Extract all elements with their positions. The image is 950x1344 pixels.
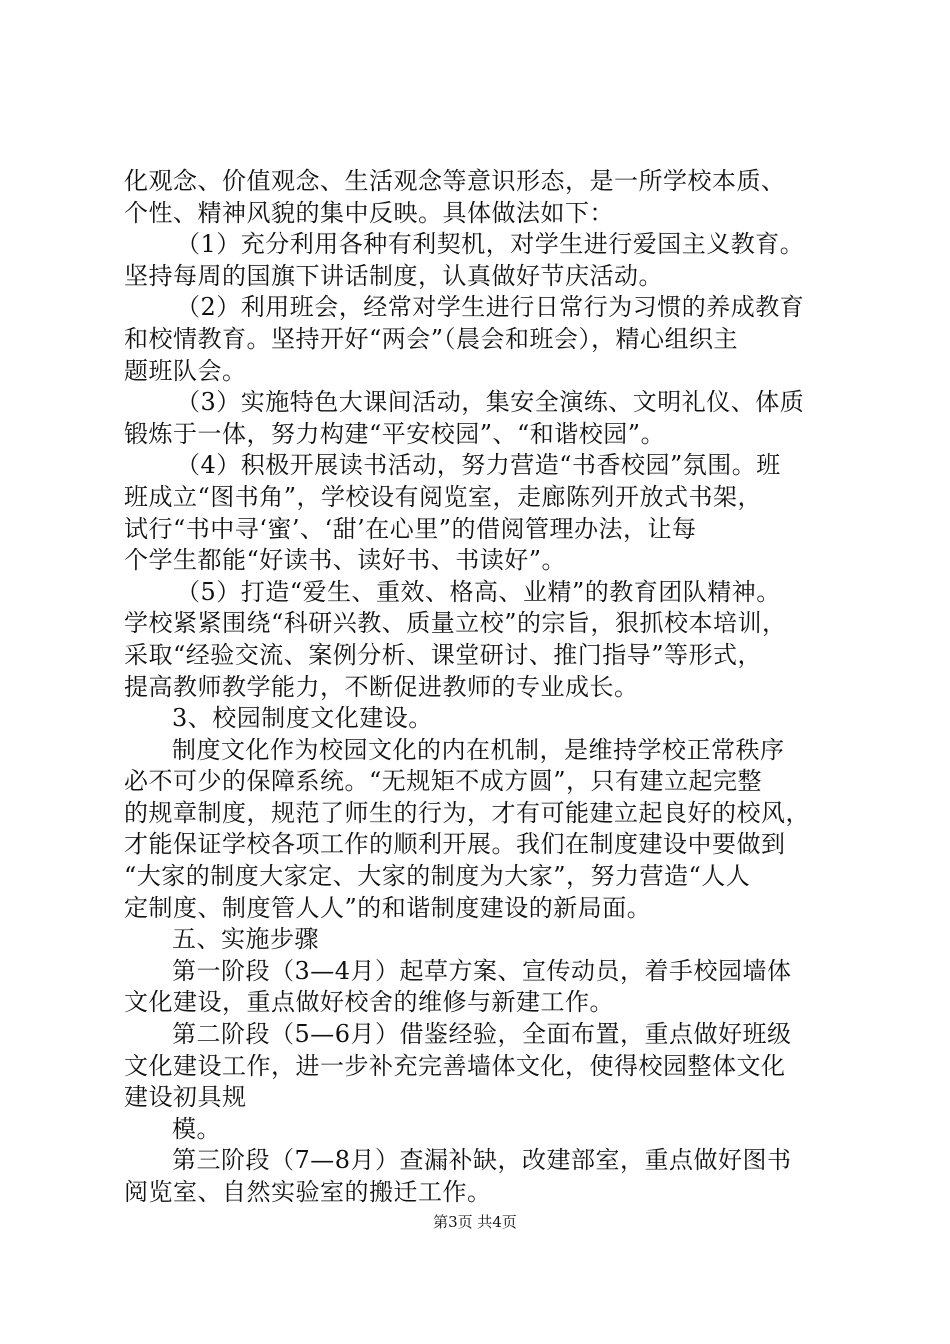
text-line: 学校紧紧围绕“科研兴教、质量立校”的宗旨，狠抓校本培训， bbox=[124, 609, 787, 638]
text-line: 文化建设，重点做好校舍的维修与新建工作。 bbox=[124, 988, 614, 1017]
text-line: （2）利用班会，经常对学生进行日常行为习惯的养成教育 bbox=[176, 293, 805, 322]
text-line: 定制度、制度管人人”的和谐制度建设的新局面。 bbox=[124, 893, 652, 922]
text-line: 模。 bbox=[172, 1114, 221, 1143]
text-line: 锻炼于一体，努力构建“平安校园”、“和谐校园”。 bbox=[124, 419, 666, 448]
section-heading: 五、实施步骤 bbox=[172, 925, 319, 954]
text-line: 第三阶段（7—8月）查漏补缺，改建部室，重点做好图书 bbox=[172, 1146, 792, 1175]
text-line: 第二阶段（5—6月）借鉴经验，全面布置，重点做好班级 bbox=[172, 1020, 792, 1049]
text-line: 建设初具规 bbox=[124, 1083, 247, 1112]
text-line: 坚持每周的国旗下讲话制度，认真做好节庆活动。 bbox=[124, 261, 663, 290]
text-line: 个学生都能“好读书、读好书、书读好”。 bbox=[124, 546, 567, 575]
text-line: 班成立“图书角”，学校设有阅览室，走廊陈列开放式书架， bbox=[124, 482, 763, 511]
text-line: 阅览室、自然实验室的搬迁工作。 bbox=[124, 1178, 492, 1206]
text-line: （4）积极开展读书活动，努力营造“书香校园”氛围。班 bbox=[176, 451, 781, 480]
text-line: 文化建设工作，进一步补充完善墙体文化，使得校园整体文化 bbox=[124, 1051, 786, 1080]
text-line: （3）实施特色大课间活动，集安全演练、文明礼仪、体质 bbox=[176, 388, 805, 417]
text-line: 第一阶段（3—4月）起草方案、宣传动员，着手校园墙体 bbox=[172, 956, 792, 985]
text-line: 才能保证学校各项工作的顺利开展。我们在制度建设中要做到 bbox=[124, 830, 786, 859]
text-line: （5）打造“爱生、重效、格高、业精”的教育团队精神。 bbox=[176, 577, 781, 606]
text-line: 采取“经验交流、案例分析、课堂研讨、推门指导”等形式， bbox=[124, 640, 763, 669]
text-line: 个性、精神风貌的集中反映。具体做法如下： bbox=[124, 198, 614, 227]
text-line: 制度文化作为校园文化的内在机制，是维持学校正常秩序 bbox=[172, 735, 785, 764]
text-line: 化观念、价值观念、生活观念等意识形态，是一所学校本质、 bbox=[124, 167, 786, 195]
page-number-footer: 第3页 共4页 bbox=[433, 1213, 517, 1231]
text-line: 提高教师教学能力，不断促进教师的专业成长。 bbox=[124, 672, 639, 701]
text-line: 和校情教育。坚持开好“两会”（晨会和班会），精心组织主 bbox=[124, 324, 739, 353]
text-line: （1）充分利用各种有利契机，对学生进行爱国主义教育。 bbox=[176, 230, 805, 259]
text-line: 的规章制度，规范了师生的行为，才有可能建立起良好的校风， bbox=[124, 798, 810, 827]
text-line: 3、校园制度文化建设。 bbox=[172, 704, 433, 733]
body-text bbox=[124, 166, 844, 1209]
text-line: 试行“书中寻‘蜜’、‘甜’在心里”的借阅管理办法，让每 bbox=[124, 514, 697, 543]
text-line: 必不可少的保障系统。“无规矩不成方圆”，只有建立起完整 bbox=[124, 767, 763, 796]
text-line: 题班队会。 bbox=[124, 356, 247, 385]
text-line: “大家的制度大家定、大家的制度为大家”，努力营造“人人 bbox=[124, 862, 751, 891]
